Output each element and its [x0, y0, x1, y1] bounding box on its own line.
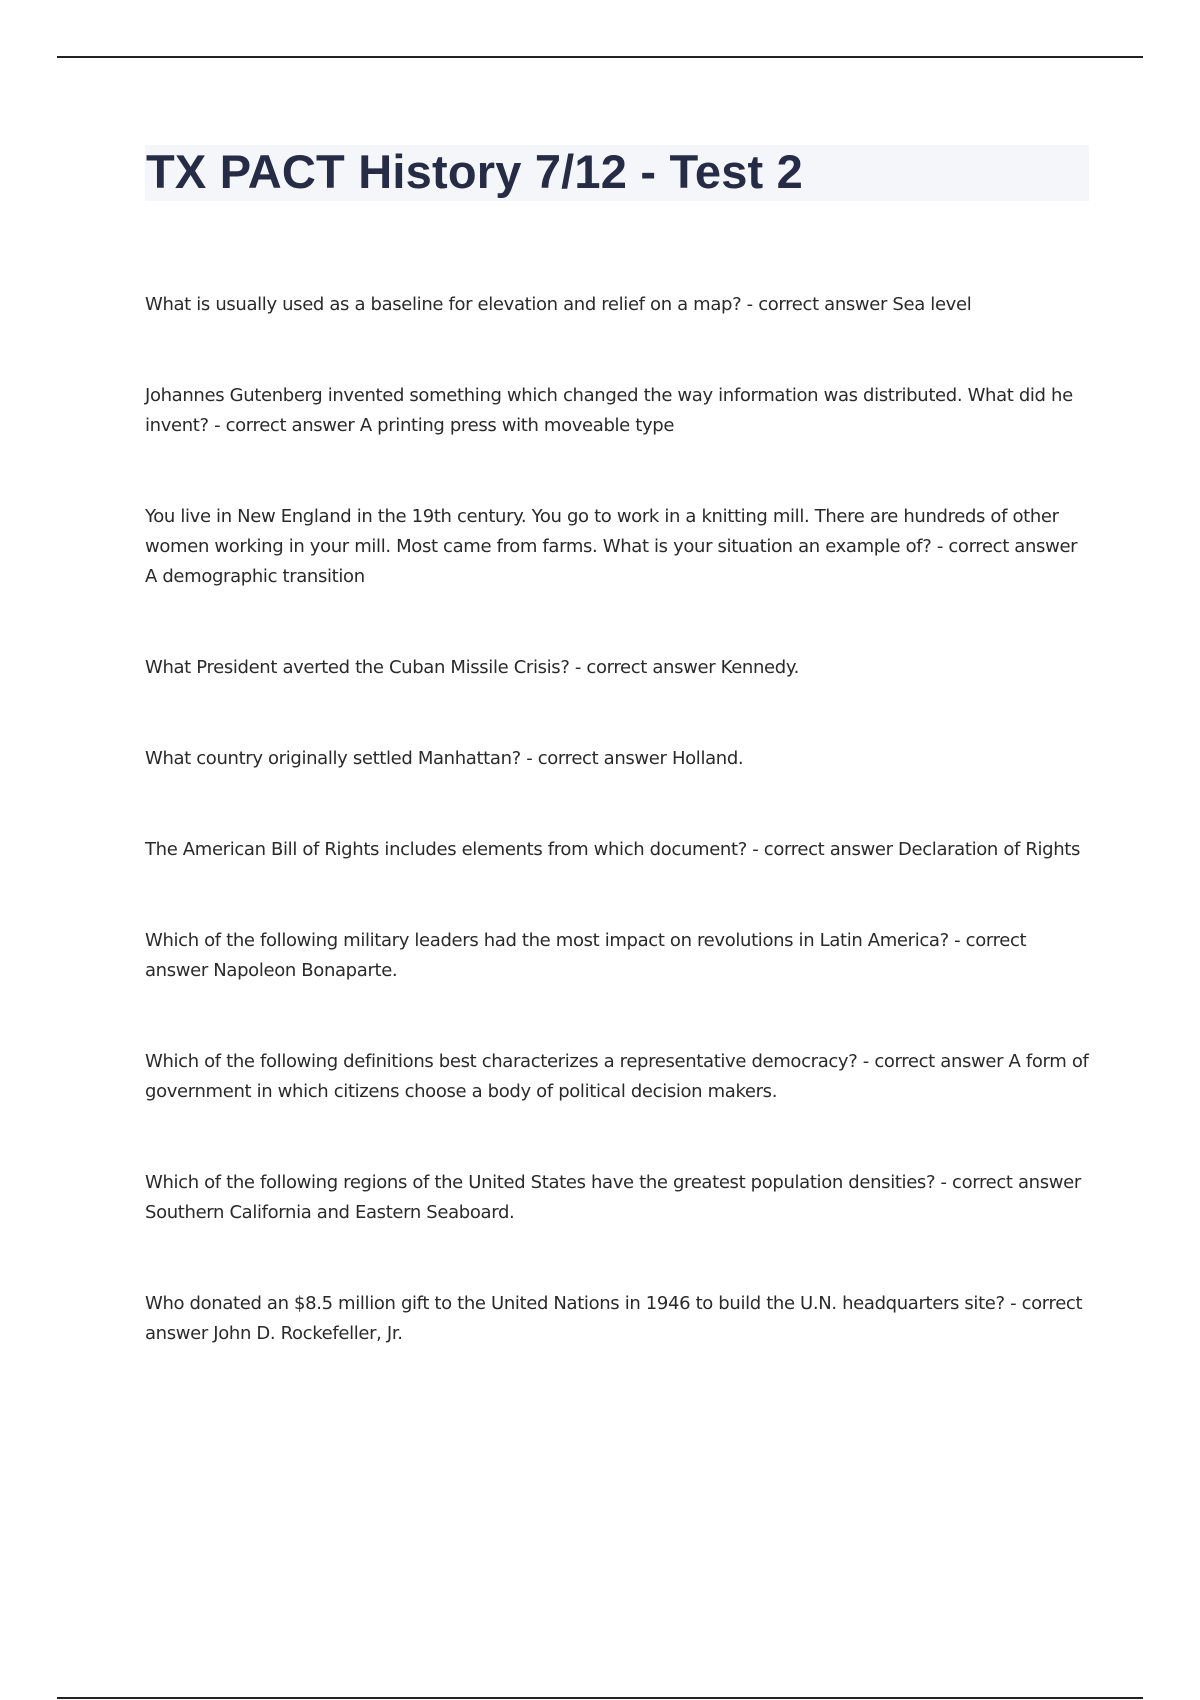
bottom-divider: [57, 1697, 1143, 1699]
qa-item: You live in New England in the 19th century. You go to work in a knitting mill. There are hundreds of other women working in your mill. Most came from farms. What is your situation an example of? - correct answer A demographic transition: [145, 506, 1078, 587]
qa-item: Which of the following regions of the United States have the greatest population densities? - correct answer Southern California and Eastern Seaboard.: [145, 1172, 1081, 1223]
qa-item: What is usually used as a baseline for elevation and relief on a map? - correct answer Sea level: [145, 294, 972, 315]
page-title: TX PACT History 7/12 - Test 2: [146, 145, 804, 198]
qa-item: What country originally settled Manhattan? - correct answer Holland.: [145, 748, 744, 769]
qa-item: Which of the following definitions best characterizes a representative democracy? - correct answer A form of government in which citizens choose a body of political decision makers.: [145, 1051, 1089, 1102]
qa-item: What President averted the Cuban Missile Crisis? - correct answer Kennedy.: [145, 657, 799, 678]
qa-item: Who donated an $8.5 million gift to the United Nations in 1946 to build the U.N. headquarters site? - correct answer John D. Rockefeller, Jr.: [145, 1293, 1083, 1344]
top-divider: [57, 56, 1143, 58]
question-answer-list: [145, 290, 1090, 1410]
qa-item: Johannes Gutenberg invented something which changed the way information was distributed. What did he invent? - correct answer A printing press with moveable type: [145, 385, 1073, 436]
qa-item: Which of the following military leaders had the most impact on revolutions in Latin America? - correct answer Napoleon Bonaparte.: [145, 930, 1027, 981]
qa-item: The American Bill of Rights includes elements from which document? - correct answer Declaration of Rights: [145, 839, 1081, 860]
